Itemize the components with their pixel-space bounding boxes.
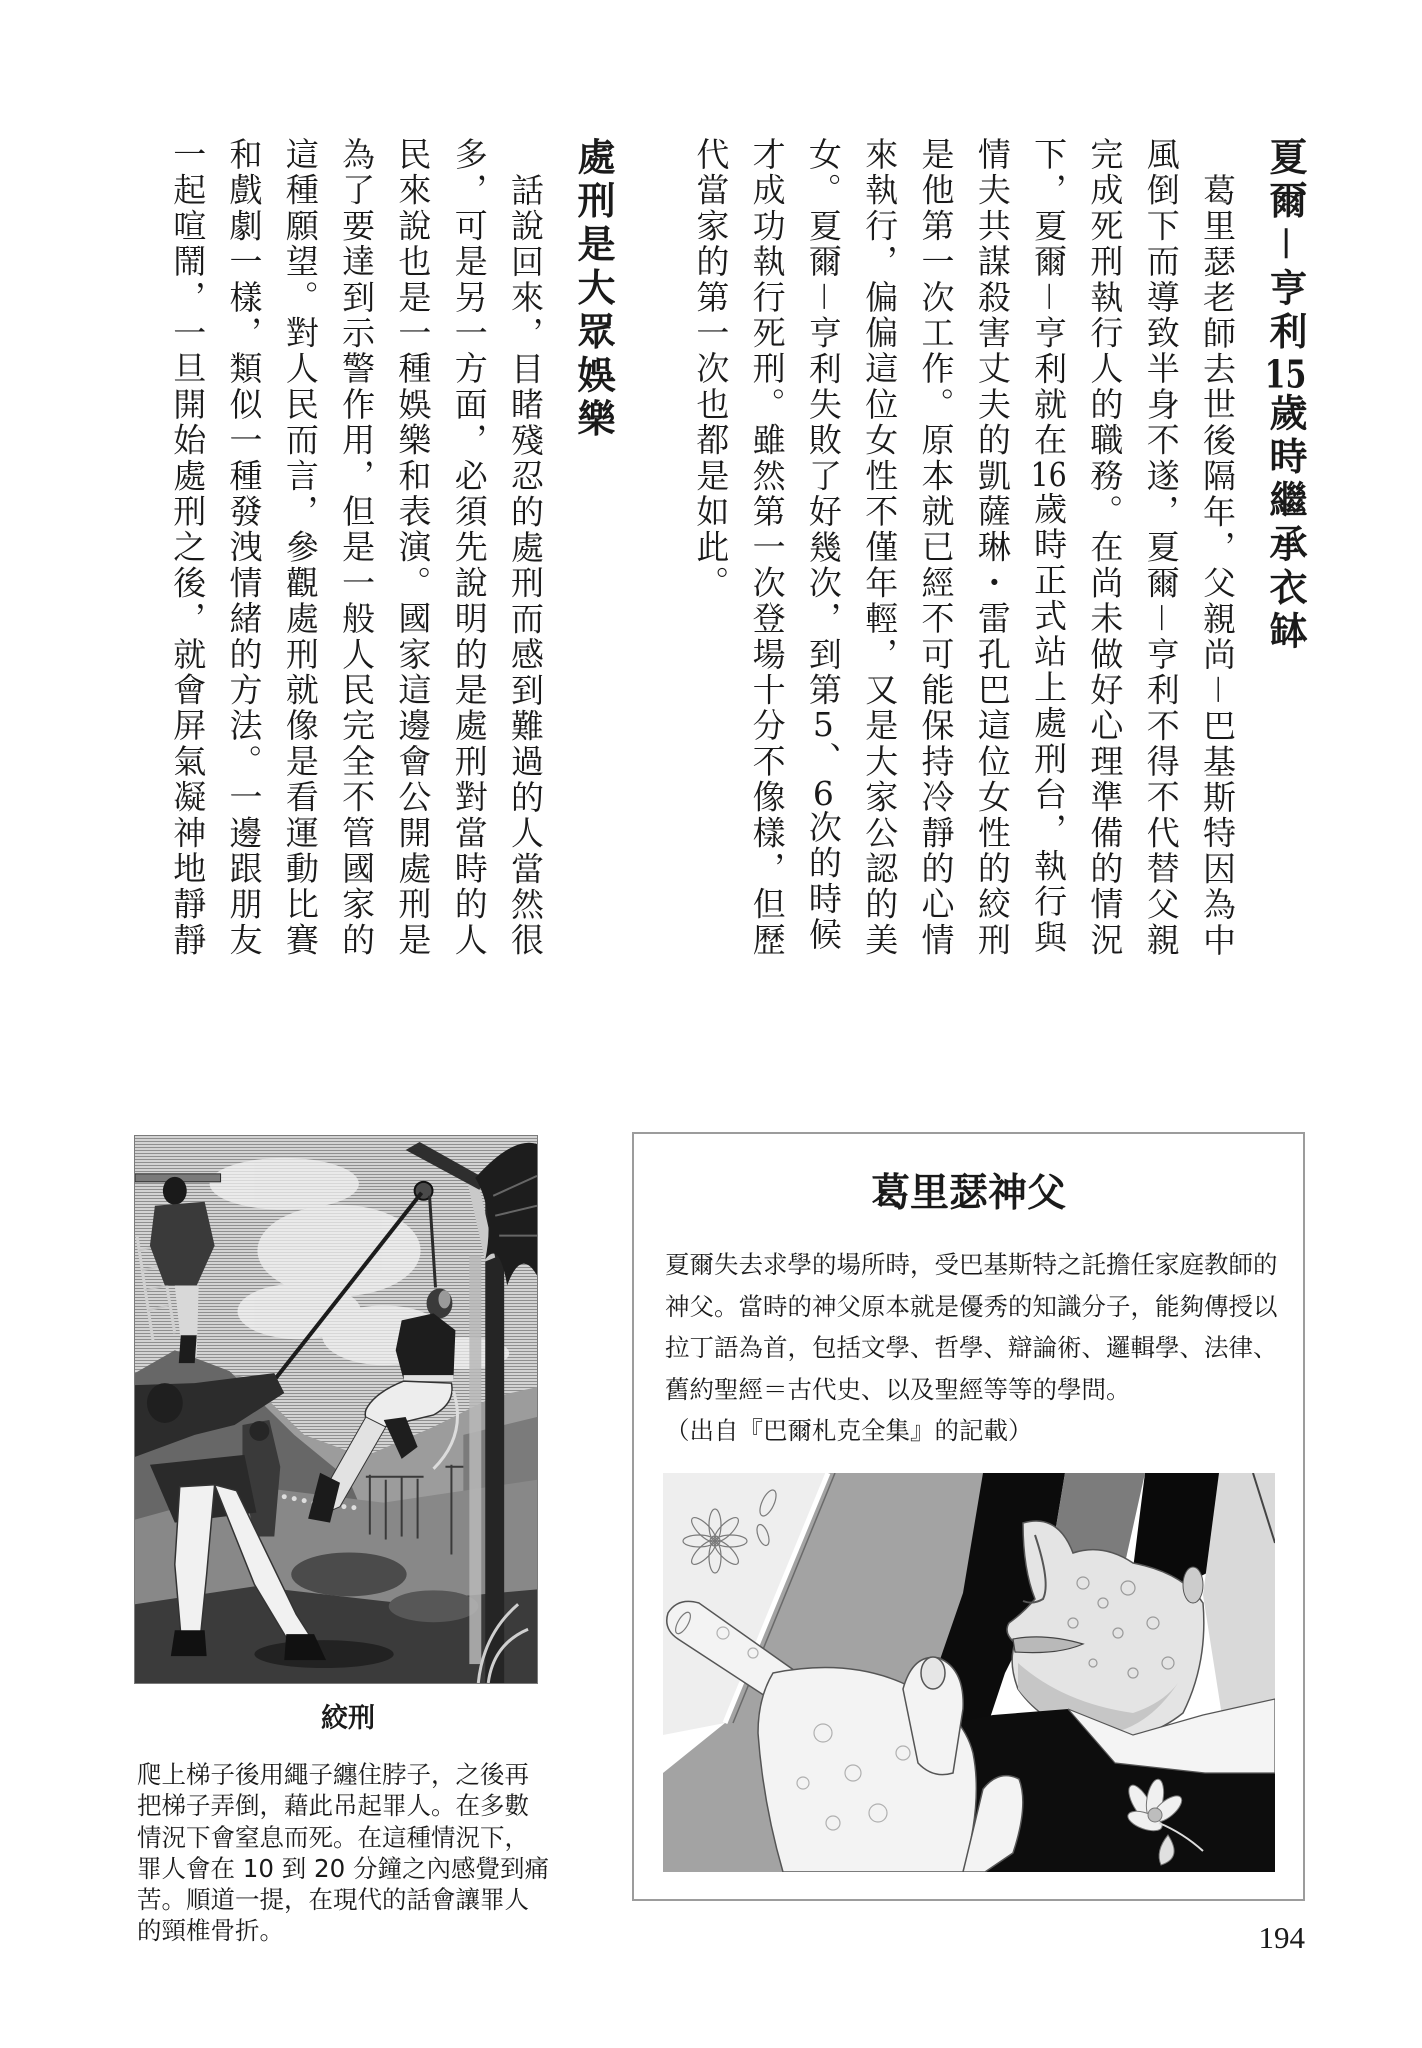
upright-number: 6 [812, 776, 834, 810]
upright-number: 16 [1030, 458, 1067, 492]
priest-illustration [663, 1473, 1275, 1872]
hanging-engraving-image [134, 1135, 538, 1684]
name-dash: － [803, 279, 843, 316]
text-column: 風倒下而導致半身不遂，夏爾－亨利不得不代替父親 [1141, 137, 1181, 959]
upright-number: 5 [812, 708, 834, 742]
text-column: 下，夏爾－亨利就在16歲時正式站上處刑台，執行與 [1029, 137, 1069, 956]
text-column: 女。夏爾－亨利失敗了好幾次，到第5、6次的時候 [803, 137, 843, 953]
name-dash: － [1263, 224, 1308, 268]
text-column: 來執行，偏偏這位女性不僅年輕，又是大家公認的美 [860, 137, 900, 959]
name-dash: － [1029, 279, 1069, 316]
text-column: 情夫共謀殺害丈夫的凱薩琳・雷孔巴這位女性的絞刑 [972, 137, 1012, 959]
caption-line: 罪人會在 10 到 20 分鐘之內感覺到痛 [137, 1853, 550, 1883]
section-inheritance [682, 137, 1325, 967]
sidebar-title: 葛里瑟神父 [870, 1170, 1066, 1216]
sidebar-line: 舊約聖經＝古代史、以及聖經等等的學問。 [665, 1374, 1131, 1404]
sidebar-line: 夏爾失去求學的場所時，受巴基斯特之託擔任家庭教師的 [665, 1250, 1278, 1279]
text-column: 民來說也是一種娛樂和表演。國家這邊會公開處刑是 [393, 137, 433, 959]
section-heading: 夏爾－亨利15歲時繼承衣缽 [1263, 137, 1308, 655]
page-number: 194 [1258, 1920, 1305, 1955]
ladder-and-executioner [135, 1174, 221, 1363]
priest-artwork [663, 1473, 1275, 1872]
sidebar-body [665, 1244, 1278, 1452]
text-column: 完成死刑執行人的職務。在尚未做好心理準備的情況 [1085, 137, 1125, 959]
caption-line: 爬上梯子後用繩子纏住脖子，之後再 [137, 1760, 529, 1789]
sidebar-line: 神父。當時的神父原本就是優秀的知識分子，能夠傳授以 [665, 1291, 1278, 1321]
caption-line: 把梯子弄倒，藉此吊起罪人。在多數 [137, 1791, 529, 1821]
caption-line: 苦。順道一提，在現代的話會讓罪人 [137, 1885, 529, 1915]
caption-line: 的頸椎骨折。 [137, 1916, 284, 1946]
text-column: 和戲劇一樣，類似一種發洩情緒的方法。一邊跟朋友 [224, 137, 264, 959]
clouds [210, 1158, 510, 1369]
caption-line: 情況下會窒息而死。在這種情況下， [137, 1822, 529, 1852]
text-column: 葛里瑟老師去世後隔年，父親尚－巴基斯特因為中 [1198, 172, 1237, 959]
name-dash: － [1141, 601, 1181, 637]
text-column: 為了要達到示警作用，但是一般人民完全不管國家的 [337, 137, 377, 959]
text-column: 話說回來，目睹殘忍的處刑而感到難過的人當然很 [506, 172, 545, 959]
text-column: 代當家的第一次也都是如此。 [691, 137, 731, 602]
sidebar-box-father-gris [632, 1132, 1305, 1901]
sidebar-line: 拉丁語為首，包括文學、哲學、辯論術、邏輯學、法律、 [665, 1333, 1278, 1362]
text-column: 是他第一次工作。原本就已經不可能保持冷靜的心情 [916, 137, 956, 959]
engraving-artwork [135, 1136, 537, 1683]
figure-caption-body [137, 1759, 549, 1947]
sidebar-source: （出自『巴爾札克全集』的記載） [665, 1416, 1033, 1445]
section-heading: 處刑是大眾娛樂 [571, 137, 616, 443]
text-column: 多，可是另一方面，必須先說明的是處刑對當時的人 [449, 137, 489, 959]
section-public-entertainment [159, 137, 633, 967]
upright-number: 15 [1264, 355, 1307, 394]
text-column: 一起喧鬧，一旦開始處刑之後，就會屏氣凝神地靜靜 [168, 137, 208, 959]
text-column: 這種願望。對人民而言，參觀處刑就像是看運動比賽 [280, 137, 320, 959]
text-column: 才成功執行死刑。雖然第一次登場十分不像樣，但歷 [747, 137, 787, 959]
figure-caption-title: 絞刑 [321, 1703, 375, 1734]
name-dash: － [1198, 672, 1237, 709]
